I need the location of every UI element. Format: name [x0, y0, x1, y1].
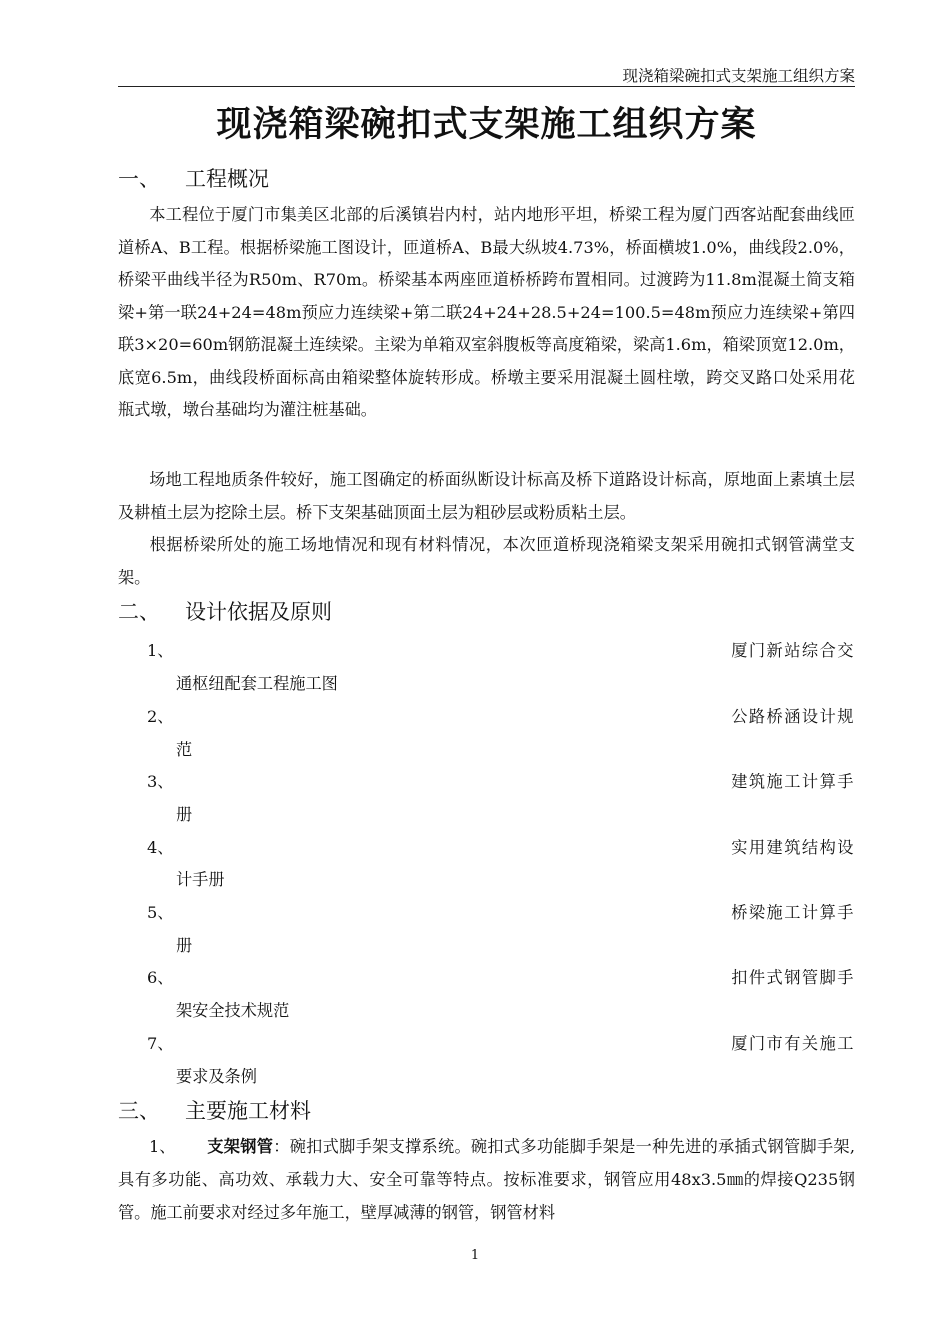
reference-number: 2、: [147, 707, 174, 726]
reference-number: 4、: [147, 838, 174, 857]
reference-text-continued: 册: [176, 805, 193, 824]
material-number: 1、: [149, 1137, 176, 1156]
material-colon: ：: [273, 1137, 290, 1156]
reference-text: 建筑施工计算手: [731, 772, 855, 791]
paragraph: [118, 464, 855, 529]
reference-text: 扣件式钢管脚手: [731, 968, 855, 987]
section-number: 二、: [118, 600, 160, 624]
reference-text: 公路桥涵设计规: [731, 707, 855, 726]
paragraph: [118, 199, 855, 427]
section-number: 三、: [118, 1099, 160, 1123]
paragraph: [118, 529, 855, 594]
document-title: 现浇箱梁碗扣式支架施工组织方案: [216, 105, 757, 145]
paragraph-text: 本工程位于厦门市集美区北部的后溪镇岩内村，站内地形平坦，桥梁工程为厦门西客站配套曲线匝道桥A、B工程。根据桥梁施工图设计，匝道桥A、B最大纵坡4.73%，桥面横坡1.0%，曲线段2.0%，桥梁平曲线半径为R50m、R70m。桥梁基本两座匝道桥桥跨布置相同。过渡跨为11.8m混凝土简支箱梁+第一联24+24=48m预应力连续梁+第二联24+24+28.5+24=100.5=48m预应力连续梁+第四联3×20=60m钢筋混凝土连续梁。主梁为单箱双室斜腹板等高度箱梁，梁高1.6m，箱梁顶宽12.0m，底宽6.5m，曲线段桥面标高由箱梁整体旋转形成。桥墩主要采用混凝土圆柱墩，跨交叉路口处采用花瓶式墩，墩台基础均为灌注桩基础。: [118, 205, 855, 419]
reference-text: 厦门市有关施工: [731, 1034, 855, 1053]
reference-number: 6、: [147, 968, 174, 987]
reference-text-continued: 通枢纽配套工程施工图: [176, 674, 338, 693]
material-term: 支架钢管: [207, 1137, 274, 1156]
reference-text: 厦门新站综合交: [731, 641, 855, 660]
page-number: 1: [470, 1248, 480, 1263]
reference-text-continued: 架安全技术规范: [176, 1001, 290, 1020]
reference-text-continued: 册: [176, 936, 193, 955]
reference-number: 7、: [147, 1034, 174, 1053]
paragraph-text: 场地工程地质条件较好，施工图确定的桥面纵断设计标高及桥下道路设计标高，原地面上素填土层及耕植土层为挖除土层。桥下支架基础顶面土层为粗砂层或粉质粘土层。: [118, 470, 855, 522]
section-title: 工程概况: [185, 167, 269, 191]
reference-text: 桥梁施工计算手: [731, 903, 855, 922]
section-title: 主要施工材料: [185, 1099, 311, 1123]
reference-text: 实用建筑结构设: [731, 838, 855, 857]
running-header: 现浇箱梁碗扣式支架施工组织方案: [622, 67, 855, 85]
reference-number: 3、: [147, 772, 174, 791]
reference-text-continued: 范: [176, 740, 193, 759]
material-text: 碗扣式脚手架支撑系统。碗扣式多功能脚手架是一种先进的承插式钢管脚手架,具有多功能、高功效、承载力大、安全可靠等特点。按标准要求，钢管应用48x3.5㎜的焊接Q235钢管。施工前要求对经过多年施工，壁厚减薄的钢管，钢管材料: [118, 1137, 856, 1222]
material-item: [118, 1131, 855, 1229]
paragraph-text: 根据桥梁所处的施工场地情况和现有材料情况，本次匝道桥现浇箱梁支架采用碗扣式钢管满堂支架。: [118, 535, 855, 587]
section-number: 一、: [118, 167, 160, 191]
reference-text-continued: 要求及条例: [176, 1067, 257, 1086]
reference-number: 5、: [147, 903, 174, 922]
header-rule: [118, 86, 855, 87]
reference-number: 1、: [147, 641, 174, 660]
reference-text-continued: 计手册: [176, 870, 225, 889]
section-title: 设计依据及原则: [185, 600, 332, 624]
